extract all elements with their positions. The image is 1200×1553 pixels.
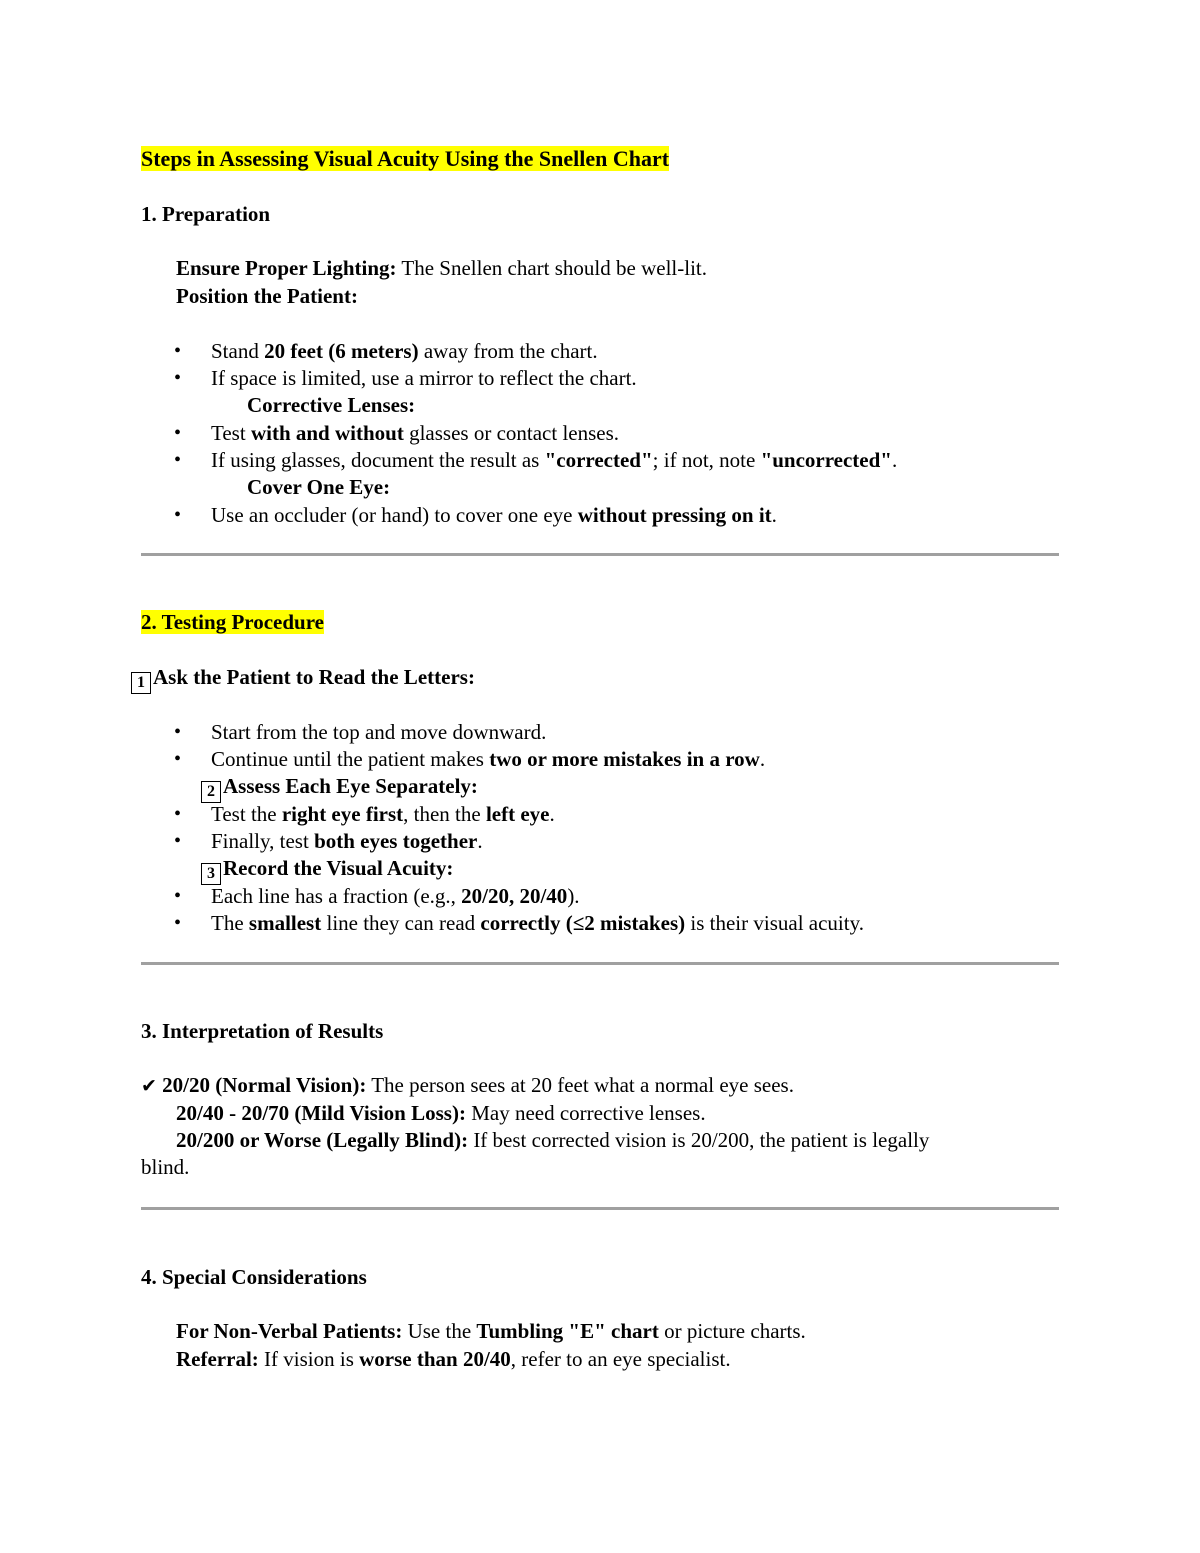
referral-line (176, 1346, 731, 1373)
result-text: May need corrective lenses. (465, 1101, 706, 1125)
section-2-heading (141, 609, 324, 636)
emphasis: 20 feet (6 meters) (264, 339, 419, 363)
text: glasses or contact lenses. (403, 421, 620, 445)
text: is their visual acuity. (685, 911, 864, 935)
emphasis: two or more mistakes in a row (489, 747, 760, 771)
text: Finally, test (211, 829, 315, 853)
referral-label: Referral: (176, 1347, 259, 1371)
bullet-icon: • (174, 449, 182, 471)
emphasis: both eyes together (314, 829, 478, 853)
text: ; if not, note (652, 448, 761, 472)
text: Stand (211, 339, 265, 363)
emphasis: "uncorrected" (760, 448, 892, 472)
emphasis: right eye first (281, 802, 404, 826)
step-2-label: Assess Each Eye Separately: (223, 774, 478, 798)
text: Test the (211, 802, 282, 826)
bullet-icon: • (174, 721, 182, 743)
bullet-icon: • (174, 504, 182, 526)
bullet-icon: • (174, 912, 182, 934)
text: away from the chart. (418, 339, 598, 363)
bullet-icon: • (174, 803, 182, 825)
list-item (211, 828, 483, 855)
text: Test (211, 421, 251, 445)
document-title-text: Steps in Assessing Visual Acuity Using the Snellen Chart (141, 146, 670, 171)
step-1-label: Ask the Patient to Read the Letters: (153, 665, 475, 689)
text: line they can read (321, 911, 481, 935)
horizontal-divider (141, 1207, 1059, 1210)
list-item (211, 801, 555, 828)
text: ). (567, 884, 580, 908)
result-text: If best corrected vision is 20/200, the patient is legally (468, 1128, 930, 1152)
list-item: If space is limited, use a mirror to reflect the chart. (211, 366, 637, 390)
list-item (211, 420, 619, 447)
result-label: 20/40 - 20/70 (Mild Vision Loss): (176, 1101, 466, 1125)
bullet-icon: • (174, 885, 182, 907)
emphasis: Tumbling "E" chart (476, 1319, 659, 1343)
non-verbal-label: For Non-Verbal Patients: (176, 1319, 403, 1343)
emphasis: smallest (248, 911, 322, 935)
text: Use the (402, 1319, 477, 1343)
position-label: Position the Patient: (176, 284, 358, 308)
emphasis: "corrected" (544, 448, 653, 472)
section-1-heading: 1. Preparation (141, 202, 271, 226)
text: Use an occluder (or hand) to cover one eye (211, 503, 578, 527)
result-blind-continued: blind. (141, 1155, 190, 1179)
result-label: 20/20 (Normal Vision): (162, 1073, 367, 1097)
cover-label: Cover One Eye: (247, 475, 391, 499)
emphasis: worse than 20/40 (359, 1347, 511, 1371)
step-3 (201, 855, 453, 885)
bullet-icon: • (174, 748, 182, 770)
horizontal-divider (141, 962, 1059, 965)
text: If using glasses, document the result as (211, 448, 545, 472)
step-1 (131, 664, 475, 694)
section-4-heading: 4. Special Considerations (141, 1265, 367, 1289)
checkmark-icon: ✔ (141, 1075, 157, 1097)
text: , then the (403, 802, 486, 826)
text: . (477, 829, 483, 853)
result-normal (141, 1072, 794, 1100)
step-3-label: Record the Visual Acuity: (223, 856, 454, 880)
bullet-icon: • (174, 367, 182, 389)
horizontal-divider (141, 553, 1059, 556)
text: Each line has a fraction (e.g., (211, 884, 462, 908)
keycap-3-icon: 3 (201, 863, 221, 885)
step-2 (201, 773, 478, 803)
lighting-label: Ensure Proper Lighting: (176, 256, 397, 280)
text: . (549, 802, 555, 826)
result-text: The person sees at 20 feet what a normal eye sees. (366, 1073, 794, 1097)
result-label: 20/200 or Worse (Legally Blind): (176, 1128, 469, 1152)
text: Continue until the patient makes (211, 747, 490, 771)
emphasis: 20/20, 20/40 (461, 884, 568, 908)
text: If vision is (258, 1347, 360, 1371)
emphasis: correctly (≤2 mistakes) (480, 911, 686, 935)
bullet-icon: • (174, 422, 182, 444)
text: or picture charts. (658, 1319, 806, 1343)
emphasis: with and without (250, 421, 404, 445)
section-2-heading-text: 2. Testing Procedure (141, 610, 324, 634)
lighting-text: The Snellen chart should be well-lit. (396, 256, 707, 280)
bullet-icon: • (174, 340, 182, 362)
list-item (211, 447, 897, 474)
text: . (891, 448, 898, 472)
text: . (759, 747, 766, 771)
text: The (211, 911, 249, 935)
list-item (211, 746, 765, 773)
non-verbal-line (176, 1318, 806, 1345)
section-3-heading: 3. Interpretation of Results (141, 1019, 384, 1043)
list-item (211, 910, 864, 937)
text: , refer to an eye specialist. (510, 1347, 731, 1371)
list-item (211, 502, 777, 529)
list-item (211, 338, 598, 365)
lighting-line (176, 255, 707, 282)
result-mild (176, 1100, 706, 1127)
document-title (141, 145, 669, 172)
text: . (771, 503, 777, 527)
bullet-icon: • (174, 830, 182, 852)
lenses-label: Corrective Lenses: (247, 393, 416, 417)
emphasis: without pressing on it (577, 503, 772, 527)
list-item: Start from the top and move downward. (211, 720, 547, 744)
list-item (211, 883, 580, 910)
emphasis: left eye (485, 802, 550, 826)
keycap-1-icon: 1 (131, 672, 151, 694)
result-blind (176, 1127, 929, 1154)
keycap-2-icon: 2 (201, 781, 221, 803)
